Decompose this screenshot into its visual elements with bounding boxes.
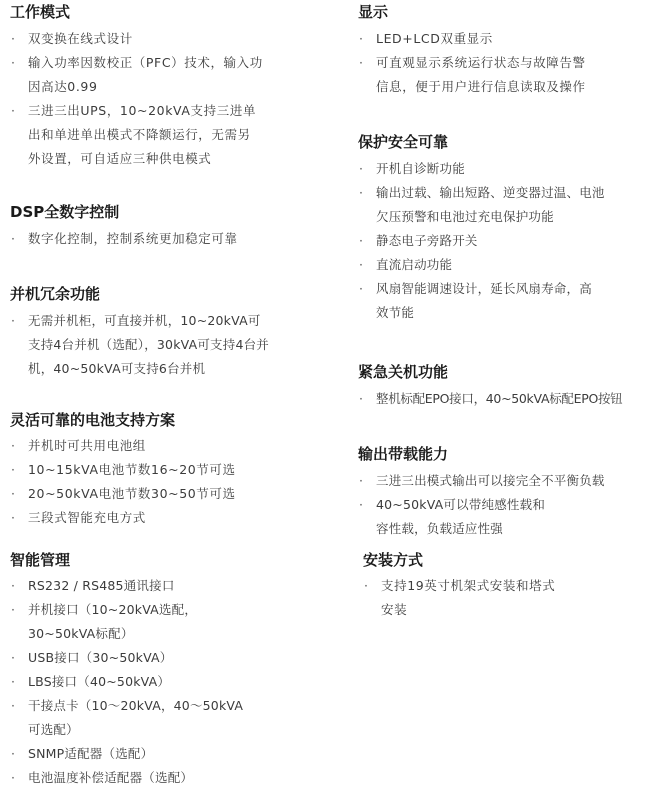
list-item: · 整机标配EPO接口，40~50kVA标配EPO按钮 [358,387,643,411]
section-title: 并机冗余功能 [10,285,101,303]
bullet-icon: · [364,578,369,593]
list-item: · 并机时可共用电池组 [10,434,310,458]
section-title: 工作模式 [10,3,71,21]
bullet-icon: · [11,698,16,713]
bullet-icon: · [11,510,16,525]
list-item: · LED+LCD双重显示 [358,27,643,51]
list-item: · 干接点卡（10～20kVA，40～50kVA 可选配） [10,694,310,742]
section-protection [358,132,643,325]
section-installation [363,550,643,622]
list-item: · 数字化控制，控制系统更加稳定可靠 [10,227,310,251]
bullet-icon: · [11,31,16,46]
bullet-icon: · [11,746,16,761]
bullet-icon: · [359,281,364,296]
list-item: · 输入功率因数校正（PFC）技术，输入功 因高达0.99 [10,51,310,99]
bullet-icon: · [11,770,16,785]
bullet-icon: · [359,185,364,200]
section-title: 显示 [358,3,389,21]
list-item: · 风扇智能调速设计，延长风扇寿命，高 效节能 [358,277,643,325]
bullet-icon: · [11,486,16,501]
list-item: · USB接口（30~50kVA） [10,646,310,670]
section-output-load [358,444,643,541]
list-item: · RS232 / RS485通讯接口 [10,574,310,598]
section-work-mode [10,2,310,171]
list-item: · 电池温度补偿适配器（选配） [10,766,310,790]
list-item: · 静态电子旁路开关 [358,229,643,253]
list-item: · 40~50kVA可以带纯感性载和 容性载，负载适应性强 [358,493,643,541]
bullet-icon: · [11,103,16,118]
section-battery-support [10,410,310,530]
list-item: · 并机接口（10~20kVA选配， 30~50kVA标配） [10,598,310,646]
bullet-icon: · [359,161,364,176]
list-item: · 三段式智能充电方式 [10,506,310,530]
list-item: · 10~15kVA电池节数16~20节可选 [10,458,310,482]
bullet-icon: · [359,31,364,46]
list-item: · 开机自诊断功能 [358,157,643,181]
bullet-icon: · [11,438,16,453]
section-title: DSP全数字控制 [10,203,120,221]
bullet-icon: · [359,391,363,406]
bullet-icon: · [11,55,16,70]
bullet-icon: · [359,257,364,272]
section-title: 安装方式 [363,551,424,569]
bullet-icon: · [11,578,16,593]
list-item: · 无需并机柜，可直接并机，10~20kVA可 支持4台并机（选配），30kVA可支持4台并 机，40~50kVA可支持6台并机 [10,309,310,381]
section-dsp-control [10,202,310,251]
section-title: 智能管理 [10,551,71,569]
section-title: 输出带载能力 [358,445,449,463]
section-title: 灵活可靠的电池支持方案 [10,411,176,429]
bullet-icon: · [359,473,364,488]
list-item: · SNMP适配器（选配） [10,742,310,766]
list-item: · 支持19英寸机架式安装和塔式 安装 [363,574,643,622]
list-item: · 直流启动功能 [358,253,643,277]
bullet-icon: · [359,497,364,512]
section-smart-management [10,550,310,790]
bullet-icon: · [11,674,16,689]
bullet-icon: · [11,231,16,246]
list-item: · 三进三出模式输出可以接完全不平衡负载 [358,469,643,493]
list-item: · 三进三出UPS，10~20kVA支持三进单 出和单进单出模式不降额运行，无需另 外设置，可自适应三种供电模式 [10,99,310,171]
bullet-icon: · [11,650,16,665]
bullet-icon: · [11,313,16,328]
section-title: 紧急关机功能 [358,363,449,381]
section-parallel-redundancy [10,284,310,381]
section-display [358,2,643,99]
bullet-icon: · [11,602,16,617]
bullet-icon: · [359,233,364,248]
bullet-icon: · [359,55,364,70]
list-item: · 双变换在线式设计 [10,27,310,51]
list-item: · LBS接口（40~50kVA） [10,670,310,694]
list-item: · 20~50kVA电池节数30~50节可选 [10,482,310,506]
list-item: · 可直观显示系统运行状态与故障告警 信息，便于用户进行信息读取及操作 [358,51,643,99]
section-title: 保护安全可靠 [358,133,449,151]
bullet-icon: · [11,462,16,477]
list-item: · 输出过载、输出短路、逆变器过温、电池 欠压预警和电池过充电保护功能 [358,181,643,229]
section-emergency-shutdown [358,362,643,411]
